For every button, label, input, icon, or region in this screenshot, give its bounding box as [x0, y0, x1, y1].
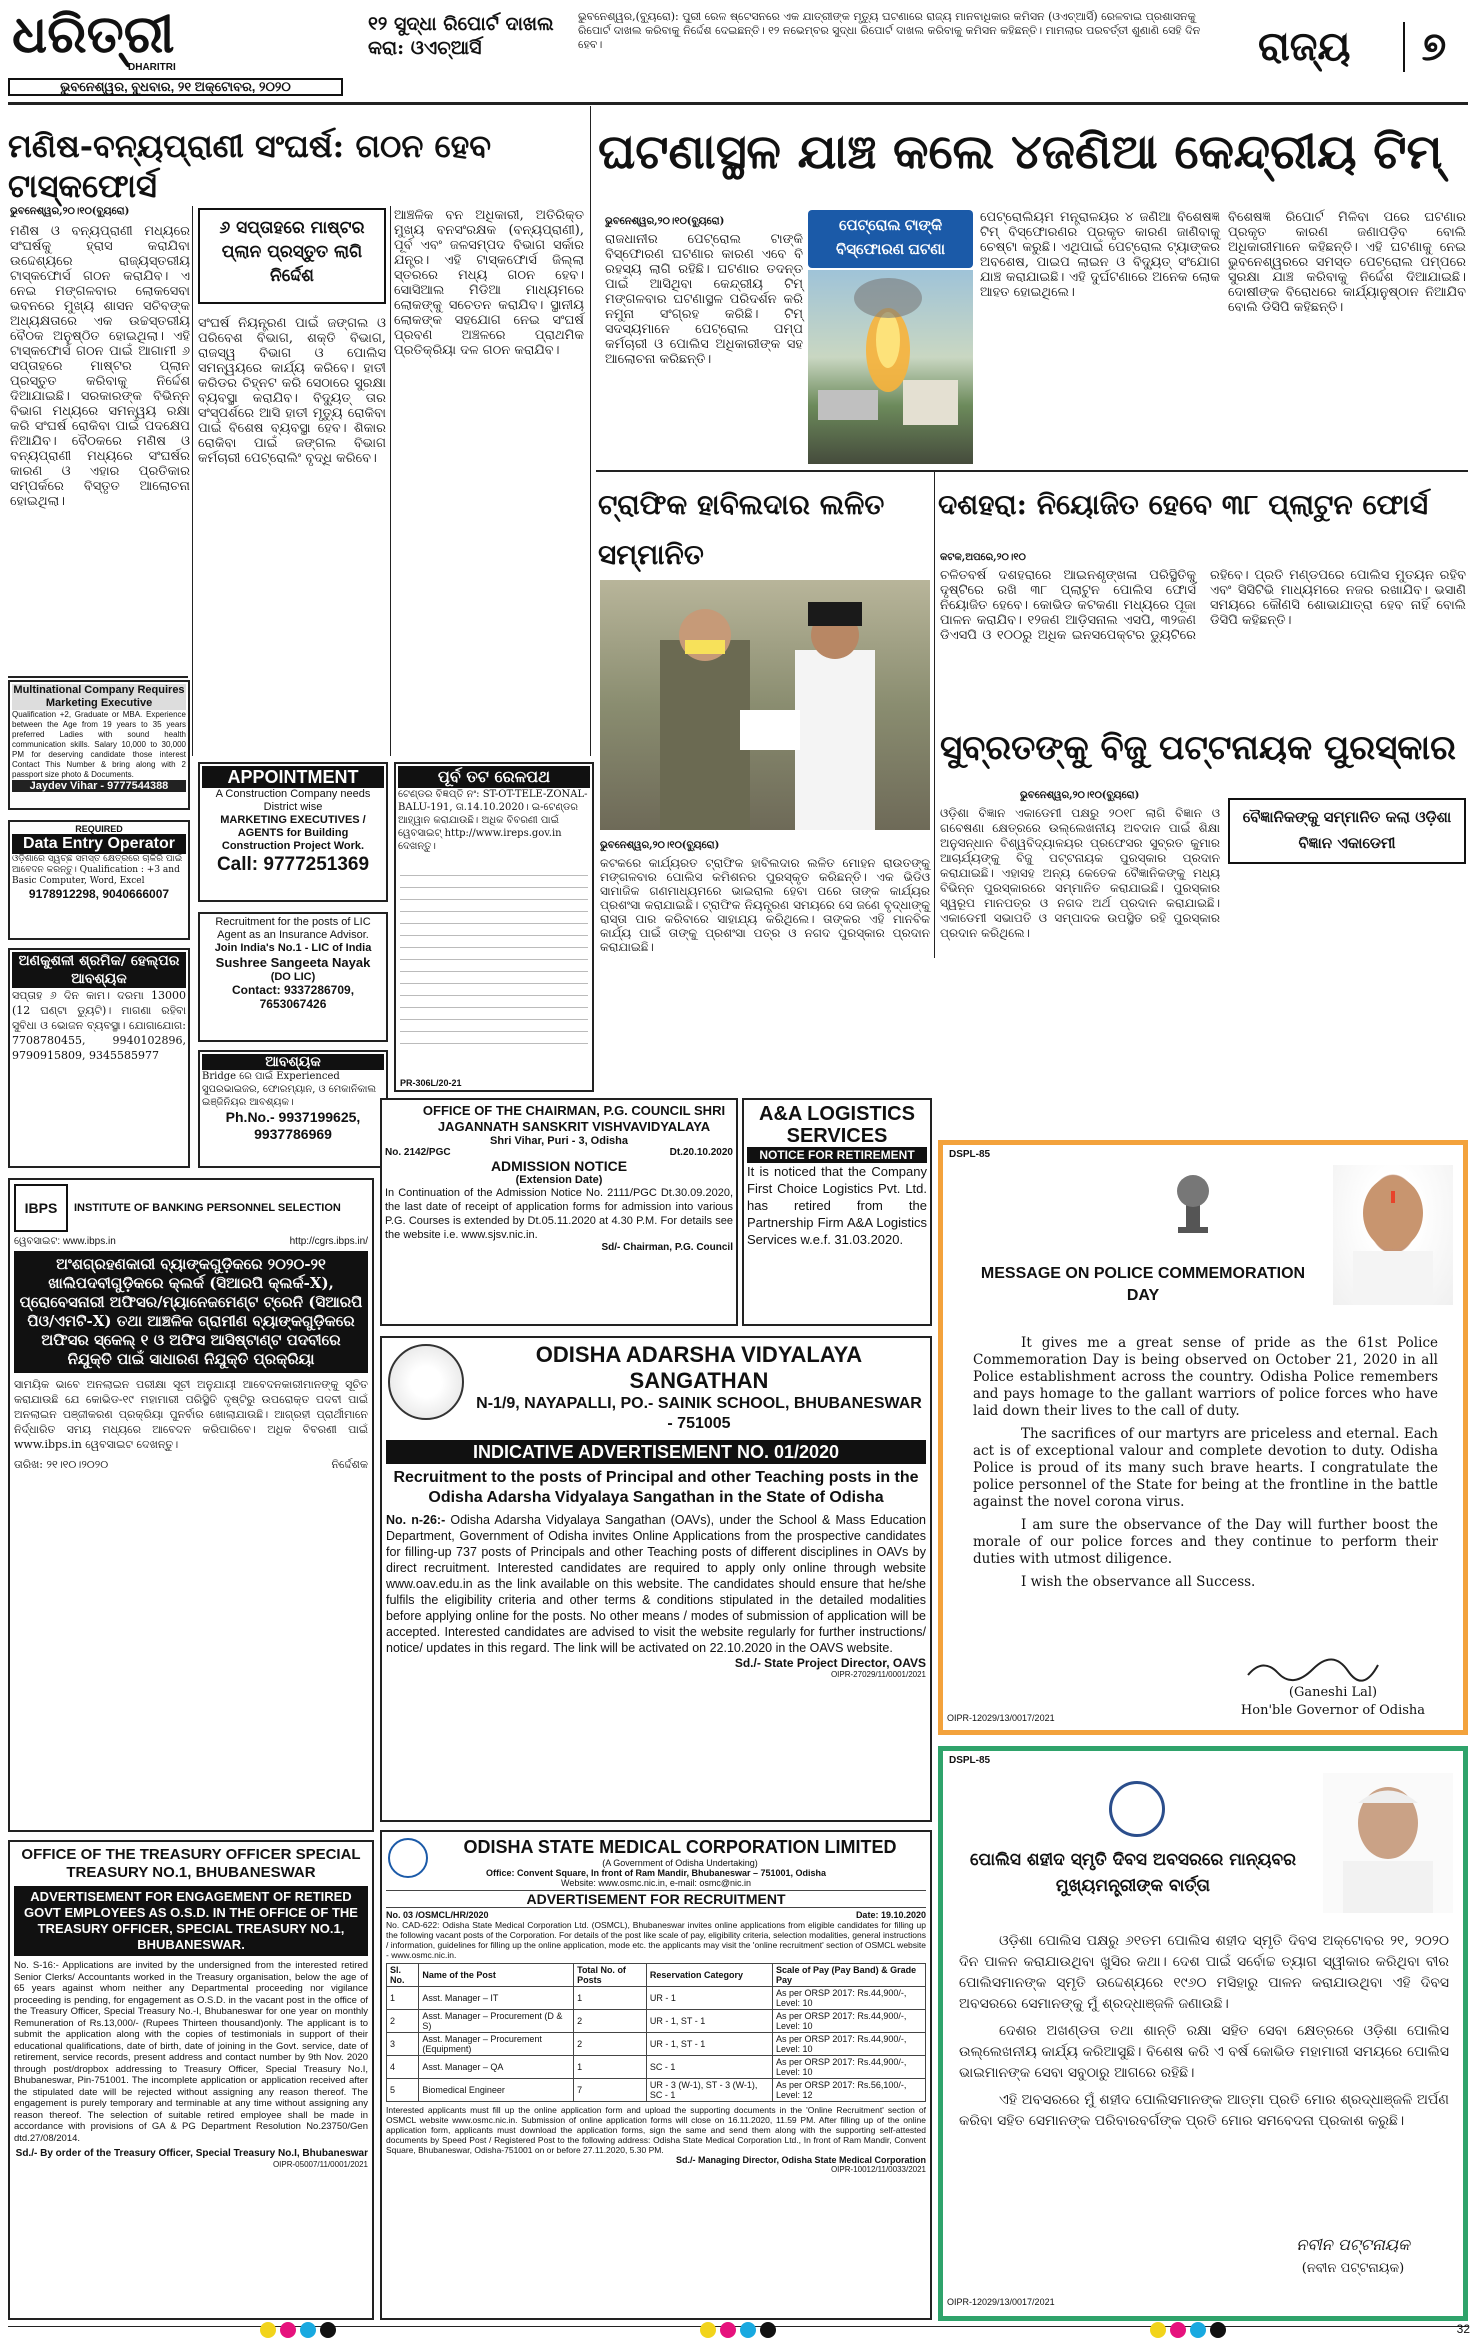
- governor-photo: [1333, 1165, 1453, 1305]
- osmc-code: OIPR-10012/11/0033/2021: [830, 2165, 926, 2174]
- deo-top: REQUIRED: [75, 824, 123, 834]
- aa-text: It is noticed that the Company First Choice Logistics Pvt. Ltd. has retired from the Partnership Firm A&A Logistics Services w.e.f. 31.03.2020.: [747, 1164, 927, 1247]
- section-label: ରାଜ୍ୟ: [1258, 23, 1351, 70]
- treasury-code: OIPR-05007/11/0001/2021: [272, 2160, 368, 2169]
- governor-message: [938, 1140, 1468, 1735]
- table-cell: Biomedical Engineer: [419, 2079, 574, 2102]
- pgc-addr: Shri Vihar, Puri - 3, Odisha: [490, 1135, 628, 1147]
- oavs-ad: [380, 1336, 932, 1822]
- oavs-code: OIPR-27029/11/0001/2021: [830, 1670, 926, 1679]
- odisha-emblem-icon: [1109, 1781, 1165, 1837]
- table-row: [387, 1987, 926, 2010]
- osmc-table-header: Scale of Pay (Pay Band) & Grade Pay: [773, 1964, 926, 1987]
- cm-code: OIPR-12029/13/0017/2021: [947, 2297, 1055, 2307]
- railway-title: ପୂର୍ବ ତଟ ରେଳପଥ: [398, 766, 590, 788]
- main-dateline: ଭୁବନେଶ୍ୱର,୨୦।୧୦(ବ୍ୟୁରୋ): [605, 216, 725, 227]
- table-row: [387, 2010, 926, 2033]
- subrat-callout: [1228, 798, 1466, 864]
- governor-p4: I wish the observance all Success.: [1021, 1574, 1256, 1590]
- logo-sub: DHARITRI: [128, 62, 176, 73]
- table-cell: UR - 1, ST - 1: [646, 2033, 772, 2056]
- traffic-dateline: ଭୁବନେଶ୍ୱର,୨୦।୧୦(ବ୍ୟୁରୋ): [600, 840, 720, 851]
- table-row: [387, 2033, 926, 2056]
- pgc-no: No. 2142/PGC: [385, 1147, 451, 1158]
- ibps-logo: IBPS: [14, 1184, 68, 1232]
- oavs-addr: N-1/9, NAYAPALLI, PO.- SAINIK SCHOOL, BHUBANESWAR - 751005: [476, 1395, 922, 1432]
- subrat-headline: ସୁବ୍ରତଙ୍କୁ ବିଜୁ ପଟ୍ଟନାୟକ ପୁରସ୍କାର: [940, 728, 1456, 768]
- ibps-date: ତାରିଖ: ୨୧।୧୦।୨୦୨୦: [14, 1458, 109, 1471]
- deo-phone: 9178912298, 9040666007: [28, 887, 170, 901]
- osmc-table-header: Reservation Category: [646, 1964, 772, 1987]
- osmc-ad: [380, 1830, 932, 2320]
- treasury-title: OFFICE OF THE TREASURY OFFICER SPECIAL TREASURY NO.1, BHUBANESWAR: [21, 1846, 361, 1881]
- deo-text: ଓଡ଼ିଶାରେ ସ୍ୱଚ୍ଛ ସମସ୍ତ କ୍ଷେତ୍ରରେ ଚାକିରି ପାଇଁ ଆବେଦନ କରନ୍ତୁ। Qualification : +3 and Basic Computer, Word, Excel: [12, 854, 183, 886]
- osmc-addr: Office: Convent Square, In front of Ram Mandir, Bhubaneswar – 751001, Odisha: [485, 1868, 827, 1878]
- lic-ad: [198, 912, 388, 1042]
- osmc-sub: (A Government of Odisha Undertaking): [602, 1858, 758, 1868]
- table-cell: Asst. Manager – Procurement (D & S): [419, 2010, 574, 2033]
- pgc-sub: (Extension Date): [515, 1174, 603, 1186]
- ibps-web[interactable]: ୱେବସାଇଟ: www.ibps.in: [14, 1236, 116, 1247]
- osmc-text: No. CAD-622: Odisha State Medical Corporation Ltd. (OSMCL), Bhubaneswar invites online applications from eligible candidates for filling up the following vacant posts of the Corporation. For details of the post like scale of pay, eligibility criteria, selection modalities, general instructions / information, guidelines for filling up the online application, mode etc. the applicants may visit the 'online recruitment' section of OSMCL website - www.osmc.nic.in.: [386, 1920, 926, 1960]
- main-label-box: [808, 210, 973, 268]
- workers-text: ସପ୍ତାହ ୬ ଦିନ କାମ। ଦରମା 13000 (12 ଘଣ୍ଟା ଡ୍ୟୁଟି)। ମାଗଣା ରହିବା ସୁବିଧା ଓ ଭୋଜନ ବ୍ୟବସ୍ଥା। ଯୋଗାଯୋଗ: 7708780455, 9940102896, 9790915809, 9345585977: [12, 989, 186, 1062]
- oavs-sub: Recruitment to the posts of Principal and other Teaching posts in the Odisha Adarsha Vidyalaya Sangathan in the State of Odisha: [393, 1469, 919, 1506]
- table-cell: 3: [387, 2033, 419, 2056]
- cm-p3: ଏହି ଅବସରରେ ମୁଁ ଶହୀଦ ପୋଲିସମାନଙ୍କ ଆତ୍ମା ପ୍ରତି ମୋର ଶ୍ରଦ୍ଧାଞ୍ଜଳି ଅର୍ପଣ କରିବା ସହିତ ସେମାନଙ୍କ ପରିବାରବର୍ଗଙ୍କ ପ୍ରତି ମୋର ସମବେଦନା ପ୍ରକାଶ କରୁଛି।: [959, 2092, 1449, 2129]
- ibps-title: INSTITUTE OF BANKING PERSONNEL SELECTION: [74, 1201, 341, 1214]
- table-cell: 1: [387, 1987, 419, 2010]
- table-cell: As per ORSP 2017: Rs.44,900/-, Level: 10: [773, 2033, 926, 2056]
- ibps-sign: ନିର୍ଦ୍ଦେଶକ: [331, 1458, 368, 1471]
- governor-role: Hon'ble Governor of Odisha: [1240, 1703, 1426, 1718]
- governor-code: OIPR-12029/13/0017/2021: [947, 1713, 1055, 1723]
- cm-name: (ନବୀନ ପଟ୍ଟନାୟକ): [1301, 2261, 1405, 2276]
- dussehra-dateline: କଟକ,ଅପରେ,୨୦।୧୦: [940, 552, 1026, 563]
- main-label: ପେଟ୍ରୋଲ ଟାଙ୍କି ବିସ୍ଫୋରଣ ଘଟଣା: [835, 217, 945, 258]
- lic-text: Recruitment for the posts of LIC Agent as an Insurance Advisor.: [215, 916, 371, 941]
- oavs-text: Odisha Adarsha Vidyalaya Sangathan (OAVs), under the School & Mass Education Department, Government of Odisha invites Online Applications from the prospective candidates for filling-up 737 posts of Principals and other Teaching posts of different disciplines in OAVs by direct recruitment. Interested candidates are required to apply only online through website www.oav.edu.in as the link available on this website. The candidates should ensure that he/she fulfils the eligibility criteria and other terms & conditions stipulated in the detailed modalities before applying online for the posts. No other means / modes of submission of application will be accepted. Interested candidates are advised to visit the website regularly for further instructions/ notice/ updates in this regard. The link will be activated on 22.10.2020 in the OAVS website.: [386, 1513, 926, 1655]
- left-story-callout: [198, 208, 386, 304]
- oavs-sign: Sd./- State Project Director, OAVS: [734, 1656, 926, 1670]
- pgc-title: OFFICE OF THE CHAIRMAN, P.G. COUNCIL SHRI JAGANNATH SANSKRIT VISHVAVIDYALAYA: [422, 1103, 726, 1134]
- osmc-logo: [388, 1838, 428, 1878]
- governor-name: (Ganeshi Lal): [1288, 1685, 1378, 1700]
- required-title: ଆବଶ୍ୟକ: [202, 1054, 384, 1070]
- table-row: [387, 2056, 926, 2079]
- dateline: ଭୁବନେଶ୍ୱର, ବୁଧବାର, ୨୧ ଅକ୍ଟୋବର, ୨୦୨୦: [8, 78, 343, 96]
- osmc-title: ODISHA STATE MEDICAL CORPORATION LIMITED: [463, 1837, 897, 1857]
- table-cell: As per ORSP 2017: Rs.56,100/-, Level: 12: [773, 2079, 926, 2102]
- table-cell: SC - 1: [646, 2056, 772, 2079]
- dussehra-headline: ଦଶହରା: ନିୟୋଜିତ ହେବେ ୩୮ ପ୍ଲାଟୁନ ଫୋର୍ସ: [938, 488, 1429, 521]
- aa-sub: NOTICE FOR RETIREMENT: [747, 1147, 927, 1163]
- osmc-adv: ADVERTISEMENT FOR RECRUITMENT: [386, 1890, 926, 1908]
- ibps-headline: ଅଂଶଗ୍ରହଣକାରୀ ବ୍ୟାଙ୍କଗୁଡ଼ିକରେ ୨୦୨୦-୨୧ ଖାଲିପଦବୀଗୁଡ଼ିକରେ କ୍ଲର୍କ (ସିଆରପି କ୍ଲର୍କ-X), ପ୍ରୋବେସନାରୀ ଅଫିସର/ମ୍ୟାନେଜମେଣ୍ଟ ଟ୍ରେନି (ସିଆରପି ପିଓ/ଏମଟି-X) ତଥା ଆଞ୍ଚଳିକ ଗ୍ରାମୀଣ ବ୍ୟାଙ୍କଗୁଡ଼ିକରେ ଅଫିସର ସ୍କେଲ୍ ୧ ଓ ଅଫିସ ଆସିଷ୍ଟାଣ୍ଟ ପଦବୀରେ ନିଯୁକ୍ତି ପାଇଁ ସାଧାରଣ ନିଯୁକ୍ତି ପ୍ରକ୍ରିୟା: [14, 1251, 368, 1373]
- lic-name: Sushree Sangeeta Nayak: [215, 955, 371, 970]
- left-story-col1: ମଣିଷ ଓ ବନ୍ୟପ୍ରାଣୀ ମଧ୍ୟରେ ସଂଘର୍ଷକୁ ହ୍ରାସ କରାଯିବା ଉଦ୍ଦେଶ୍ୟରେ ରାଜ୍ୟସ୍ତରୀୟ ଟାସ୍କଫୋର୍ସ ଗଠନ କରାଯିବ। ଏ ନେଇ ମଙ୍ଗଳବାର ଲୋକସେବା ଭବନରେ ମୁଖ୍ୟ ଶାସନ ସଚିବଙ୍କ ଅଧ୍ୟକ୍ଷତାରେ ଏକ ଉଚ୍ଚସ୍ତରୀୟ ବୈଠକ ଅନୁଷ୍ଠିତ ହୋଇଥିଲା। ଏହି ଟାସ୍କଫୋର୍ସ ଗଠନ ପାଇଁ ଆଗାମୀ ୬ ସପ୍ତାହରେ ମାଷ୍ଟର ପ୍ଲାନ ପ୍ରସ୍ତୁତ କରିବାକୁ ନିର୍ଦ୍ଦେଶ ଦିଆଯାଇଛି। ସରକାରଙ୍କ ବିଭିନ୍ନ ବିଭାଗ ମଧ୍ୟରେ ସମନ୍ୱୟ ରକ୍ଷା କରି ସଂଘର୍ଷ ରୋକିବା ପାଇଁ ପଦକ୍ଷେପ ନିଆଯିବ। ବୈଠକରେ ମଣିଷ ଓ ବନ୍ୟପ୍ରାଣୀ ମଧ୍ୟରେ ସଂଘର୍ଷର କାରଣ ଓ ଏହାର ପ୍ରତିକାର ସମ୍ପର୍କରେ ବିସ୍ତୃତ ଆଲୋଚନା ହୋଇଥିଲା।: [10, 224, 190, 509]
- mnc-text: Qualification +2, Graduate or MBA. Experience between the Age from 19 years to 35 years preferred Ladies with sound health communication skills. Salary 10,000 to 30,000 PM for deserving candidate those interest Contact This Number & bring along with 2 passport size photo & Documents.: [12, 710, 186, 779]
- table-cell: Asst. Manager – QA: [419, 2056, 574, 2079]
- cm-title: ପୋଲିସ ଶହୀଦ ସ୍ମୃତି ଦିବସ ଅବସରରେ ମାନ୍ୟବର ମୁଖ୍ୟମନ୍ତ୍ରୀଙ୍କ ବାର୍ତ୍ତା: [969, 1850, 1297, 1896]
- table-cell: As per ORSP 2017: Rs.44,900/-, Level: 10: [773, 1987, 926, 2010]
- emblem-icon: [1168, 1165, 1218, 1235]
- osmc-table: [386, 1963, 926, 2102]
- appointment-text2: MARKETING EXECUTIVES / AGENTS for Building Construction Project Work.: [220, 814, 366, 852]
- treasury-sub: ADVERTISEMENT FOR ENGAGEMENT OF RETIRED GOVT EMPLOYEES AS O.S.D. IN THE OFFICE OF THE TREASURY OFFICER, SPECIAL TREASURY NO.1, BHUBANESWAR.: [14, 1886, 368, 1956]
- masthead: [8, 6, 1468, 98]
- osmc-sign: Sd./- Managing Director, Odisha State Medical Corporation: [675, 2155, 926, 2165]
- governor-tag: DSPL-85: [949, 1149, 991, 1160]
- ibps-grievance[interactable]: http://cgrs.ibps.in/: [289, 1236, 368, 1247]
- left-story-dateline: ଭୁବନେଶ୍ୱର,୨୦।୧୦(ବ୍ୟୁରୋ): [10, 206, 130, 217]
- table-cell: 1: [574, 2056, 647, 2079]
- governor-p1: It gives me a great sense of pride as the 61st Police Commemoration Day is being observed on October 21, 2020 in all Police establishment across the country. Odisha Police remembers and pays homage to the gallant warriors of police forces who have laid down their lives to the call of duty.: [973, 1335, 1438, 1419]
- left-story-col3: ଆଞ୍ଚଳିକ ବନ ଅଧିକାରୀ, ଅତିରିକ୍ତ ମୁଖ୍ୟ ବନସଂରକ୍ଷକ (ବନ୍ୟପ୍ରାଣୀ), ପୂର୍ବ ଏବଂ ଜଳସମ୍ପଦ ବିଭାଗ ସର୍କାର ଯନ୍ତ୍ର। ଏହି ଟାସ୍କଫୋର୍ସ ଜିଲ୍ଲା ସ୍ତରରେ ମଧ୍ୟ ଗଠନ ହେବ। ସୋସିଆଲ ମିଡିଆ ମାଧ୍ୟମରେ ଲୋକଙ୍କୁ ସଚେତନ କରାଯିବ। ସ୍ଥାନୀୟ ଲୋକଙ୍କ ସହଯୋଗ ନେଇ ସଂଘର୍ଷ ପ୍ରବଣ ଅଞ୍ଚଳରେ ପ୍ରାଥମିକ ପ୍ରତିକ୍ରିୟା ଦଳ ଗଠନ କରାଯିବ।: [394, 208, 584, 358]
- traffic-text: କଟକରେ କାର୍ଯ୍ୟରତ ଟ୍ରାଫିକ ହାବିଲଦାର ଲଳିତ ମୋହନ ରାଉତଙ୍କୁ ମଙ୍ଗଳବାର ପୋଲିସ କମିଶନର ପୁରସ୍କୃତ କରିଛନ୍ତି। ଏକ ଭିଡିଓ ସାମାଜିକ ଗଣମାଧ୍ୟମରେ ଭାଇରାଲ ହେବା ପରେ ତାଙ୍କ କାର୍ଯ୍ୟର ପ୍ରଶଂସା କରାଯାଇଛି। ଟ୍ରାଫିକ ନିୟନ୍ତ୍ରଣ ସମୟରେ ସେ ଜଣେ ବୃଦ୍ଧାଙ୍କୁ ରାସ୍ତା ପାର କରିବାରେ ସାହାଯ୍ୟ କରିଥିଲେ। ତାଙ୍କର ଏହି ମାନବିକ କାର୍ଯ୍ୟ ପାଇଁ ତାଙ୍କୁ ପ୍ରଶଂସା ପତ୍ର ଓ ନଗଦ ପୁରସ୍କାର ପ୍ରଦାନ କରାଯାଇଛି।: [600, 856, 930, 954]
- table-cell: 5: [387, 2079, 419, 2102]
- appointment-call: Call: 9777251369: [216, 854, 370, 875]
- oavs-logo: [388, 1344, 464, 1420]
- osmc-table-header: Total No. of Posts: [574, 1964, 647, 1987]
- workers-title: ଅଣକୁଶଳୀ ଶ୍ରମିକ/ ହେଲ୍ପର ଆବଶ୍ୟକ: [12, 952, 186, 988]
- governor-signature: [1243, 1655, 1383, 1683]
- masthead-teaser-title: ୧୨ ସୁଦ୍ଧା ରିପୋର୍ଟ ଦାଖଲ କରା: ଓଏଚ୍ଆର୍ସି: [368, 13, 554, 59]
- left-story-col2: ସଂଘର୍ଷ ନିୟନ୍ତ୍ରଣ ପାଇଁ ଜଙ୍ଗଲ ଓ ପରିବେଶ ବିଭାଗ, ଶକ୍ତି ବିଭାଗ, ରାଜସ୍ୱ ବିଭାଗ ଓ ପୋଲିସ ସମନ୍ୱୟରେ କାର୍ଯ୍ୟ କରିବେ। ହାତୀ କରିଡର ଚିହ୍ନଟ କରି ସେଠାରେ ସୁରକ୍ଷା ବ୍ୟବସ୍ଥା କରାଯିବ। ବିଦ୍ୟୁତ୍ ତାର ସଂସ୍ପର୍ଶରେ ଆସି ହାତୀ ମୃତ୍ୟୁ ରୋକିବା ପାଇଁ ବିଶେଷ ବ୍ୟବସ୍ଥା ହେବ। ଶିକାର ରୋକିବା ପାଇଁ ଜଙ୍ଗଲ ବିଭାଗ କର୍ମଚାରୀ ପେଟ୍ରୋଲିଂ ବୃଦ୍ଧି କରିବେ।: [198, 316, 386, 466]
- logo: [12, 6, 252, 68]
- workers-ad: [8, 948, 190, 1168]
- governor-title: MESSAGE ON POLICE COMMEMORATION DAY: [980, 1265, 1306, 1304]
- footer-registration-marks: [0, 2326, 1476, 2339]
- railway-text: ଟେଣ୍ଡର ବିଜ୍ଞପ୍ତି ନଂ: ST-OT-TELE-ZONAL-BALU-191, ତା.14.10.2020। ଇ-ଟେଣ୍ଡର ଆହ୍ୱାନ କରାଯାଉଛି। ଅଧିକ ବିବରଣୀ ପାଇଁ ୱେବସାଇଟ୍ http://www.ireps.gov.in ଦେଖନ୍ତୁ।: [398, 789, 588, 852]
- pgc-date: Dt.20.10.2020: [669, 1147, 733, 1158]
- appointment-title: APPOINTMENT: [202, 766, 384, 788]
- subrat-text-cont: [1228, 872, 1466, 1132]
- table-cell: UR - 3 (W-1), ST - 3 (W-1), SC - 1: [646, 2079, 772, 2102]
- mnc-footer: Jaydev Vihar - 9777544388: [12, 780, 186, 792]
- ibps-ad: [8, 1178, 374, 1832]
- table-cell: 2: [387, 2010, 419, 2033]
- treasury-text: No. S-16:- Applications are invited by the undersigned from the interested retired Senior Clerks/ Accountants worked in the Treasury organisation, below the age of 65 years against whom neither any Departmental proceeding nor vigilance proceeding is pending, for engagement as O.S.D. in the vacant post in the office of the Treasury Officer, Special Treasury No.-I, Bhubaneswar for one year on monthly Remuneration of Rs.13,000/- (Rupees Thirteen thousand)only. The applicant is to submit the application along with the copies of testimonials in support of their educational qualifications, date of birth, date of joining in the Govt. service, date of retirement, service records, present address and contact number by 9th Nov. 2020 through post/dropbox addressing to Treasury Officer, Special Treasury No.I, Bhubaneswar, Pin-751001. The incomplete application or application received after the stipulated date will be rejected without assigning any reason thereof. The engagement is purely temporary and terminable at any time without assigning any reason thereof. The selection of suitable retired employee shall be made in accordance with provisions of GA & PG Department Resolution No.23750/Gen dtd.27/08/2014.: [14, 1960, 368, 2144]
- mnc-ad: [8, 680, 190, 810]
- cm-p1: ଓଡ଼ିଶା ପୋଲିସ ପକ୍ଷରୁ ୬୧ତମ ପୋଲିସ ଶହୀଦ ସ୍ମୃତି ଦିବସ ଅକ୍ଟୋବର ୨୧, ୨୦୨୦ ଦିନ ପାଳନ କରାଯାଉଥିବା ଖୁସିର କଥା। ଦେଶ ପାଇଁ ସର୍ବୋଚ୍ଚ ତ୍ୟାଗ ସ୍ୱୀକାର କରିଥିବା ବୀର ପୋଲିସମାନଙ୍କ ସ୍ମୃତି ଉଦ୍ଦେଶ୍ୟରେ ୧୯୬୦ ମସିହାରୁ ପାଳନ କରାଯାଉଥିବା ଏହି ଦିବସ ଅବସରରେ ସେମାନଙ୍କୁ ମୁଁ ଶ୍ରଦ୍ଧାଞ୍ଜଳି ଜଣାଉଛି।: [959, 1933, 1449, 2012]
- page-number: ୭: [1403, 22, 1463, 72]
- table-cell: 7: [574, 2079, 647, 2102]
- main-story-col1: ରାଜଧାନୀର ପେଟ୍ରୋଲ ଟାଙ୍କି ବିସ୍ଫୋରଣ ଘଟଣାର କାରଣ ଏବେ ବି ରହସ୍ୟ ଲାଗି ରହିଛି। ଘଟଣାର ତଦନ୍ତ ପାଇଁ ଆସିଥିବା କେନ୍ଦ୍ରୀୟ ଟିମ୍ ମଙ୍ଗଳବାର ଘଟଣାସ୍ଥଳ ପରିଦର୍ଶନ କରି ନମୁନା ସଂଗ୍ରହ କରିଛି। ଟିମ୍ ସଦସ୍ୟମାନେ ପେଟ୍ରୋଲ ପମ୍ପ କର୍ମଚାରୀ ଓ ପୋଲିସ ଅଧିକାରୀଙ୍କ ସହ ଆଲୋଚନା କରିଛନ୍ତି।: [605, 232, 803, 367]
- aa-title: A&A LOGISTICS SERVICES: [759, 1103, 915, 1147]
- table-cell: 2: [574, 2010, 647, 2033]
- footer-page-number: 32: [1456, 2322, 1470, 2336]
- lic-role: (DO LIC): [270, 971, 316, 983]
- lic-text2: Join India's No.1 - LIC of India: [214, 942, 372, 954]
- cm-photo: [1323, 1773, 1453, 1913]
- logo-text: ଧରିତ୍ରୀ: [12, 4, 175, 65]
- cm-tag: DSPL-85: [949, 1755, 991, 1766]
- oavs-no: No. n-26:-: [386, 1513, 446, 1527]
- treasury-ad: [8, 1840, 374, 2320]
- appointment-ad: [198, 762, 388, 902]
- table-cell: Asst. Manager – Procurement (Equipment): [419, 2033, 574, 2056]
- pgc-text: In Continuation of the Admission Notice No. 2111/PGC Dt.30.09.2020, the last date of receipt of application forms for admission into various P.G. Courses is extended by Dt.05.11.2020 at 4.30 P.M. For details see the website i.e. www.sjsv.nic.in.: [385, 1187, 733, 1241]
- required-phone: Ph.No.- 9937199625, 9937786969: [225, 1109, 361, 1142]
- deo-title: Data Entry Operator: [12, 834, 186, 854]
- oavs-adv: INDICATIVE ADVERTISEMENT NO. 01/2020: [386, 1440, 926, 1464]
- appointment-text1: A Construction Company needs District wise: [215, 788, 371, 813]
- table-row: [387, 2079, 926, 2102]
- table-cell: 4: [387, 2056, 419, 2079]
- dussehra-text: ଚଳିତବର୍ଷ ଦଶହରାରେ ଆଇନଶୃଙ୍ଖଳା ପରିସ୍ଥିତିକୁ ଦୃଷ୍ଟିରେ ରଖି ୩୮ ପ୍ଲାଟୁନ ପୋଲିସ ଫୋର୍ସ ନିୟୋଜିତ ହେବେ। କୋଭିଡ କଟକଣା ମଧ୍ୟରେ ପୂଜା ପାଳନ କରାଯିବ। ୧୨ଜଣ ଆଡ଼ିସନାଲ ଏସପି, ୩୨ଜଣ ଡିଏସପି ଓ ୧୦୦ରୁ ଅଧିକ ଇନସପେକ୍ଟର ଡ୍ୟୁଟିରେ ରହିବେ। ପ୍ରତି ମଣ୍ଡପରେ ପୋଲିସ ମୁତୟନ ରହିବ ଏବଂ ସିସିଟିଭି ମାଧ୍ୟମରେ ନଜର ରଖାଯିବ। ଭସାଣି ସମୟରେ କୌଣସି ଶୋଭାଯାତ୍ରା ହେବ ନାହିଁ ବୋଲି ଡିସିପି କହିଛନ୍ତି।: [940, 568, 1466, 643]
- governor-p3: I am sure the observance of the Day will further boost the morale of our police forces and they continue to perform their duties with utmost diligence.: [973, 1517, 1438, 1567]
- aa-logistics-ad: [742, 1098, 932, 1326]
- cm-message: [938, 1746, 1468, 2321]
- table-cell: UR - 1: [646, 1987, 772, 2010]
- ibps-text: ସାମୟିକ ଭାବେ ଅନଲାଇନ ପରୀକ୍ଷା ସୂଚୀ ଅନୁଯାୟୀ ଆବେଦନକାରୀମାନଙ୍କୁ ସୂଚିତ କରାଯାଉଛି ଯେ କୋଭିଡ-୧୯ ମହାମାରୀ ପରିସ୍ଥିତି ଦୃଷ୍ଟିରୁ ଉପରୋକ୍ତ ପଦବୀ ପାଇଁ ଅନଲାଇନ ପଞ୍ଜୀକରଣ ପ୍ରକ୍ରିୟା ପୁନର୍ବାର ଖୋଲାଯାଉଛି। ଆଗ୍ରହୀ ପ୍ରାର୍ଥୀମାନେ ନିର୍ଦ୍ଧାରିତ ସମୟ ମଧ୍ୟରେ ଆବେଦନ କରିପାରିବେ। ଅଧିକ ବିବରଣୀ ପାଇଁ www.ibps.in ୱେବସାଇଟ ଦେଖନ୍ତୁ।: [14, 1378, 368, 1451]
- railway-code: PR-306L/20-21: [400, 1078, 462, 1088]
- governor-p2: The sacrifices of our martyrs are priceless and eternal. Each act is of exceptional valour and complete devotion to duty. Odisha Police is proud of its many such brave hearts. I congratulate the police personnel of the State for being at the frontline in the battle against the novel corona virus.: [973, 1426, 1438, 1510]
- osmc-web: Website: www.osmc.nic.in, e-mail: osmc@nic.in: [560, 1878, 752, 1888]
- table-cell: UR - 1, ST - 1: [646, 2010, 772, 2033]
- table-cell: 2: [574, 2033, 647, 2056]
- subrat-dateline: ଭୁବନେଶ୍ୱର,୨୦।୧୦(ବ୍ୟୁରୋ): [1020, 790, 1140, 801]
- treasury-sign: Sd./- By order of the Treasury Officer, Special Treasury No.I, Bhubaneswar: [15, 2148, 368, 2159]
- subrat-callout-text: ବୈଜ୍ଞାନିକଙ୍କୁ ସମ୍ମାନିତ କଲା ଓଡ଼ିଶା ବିଜ୍ଞାନ ଏକାଡେମୀ: [1242, 808, 1452, 852]
- table-cell: Asst. Manager – IT: [419, 1987, 574, 2010]
- osmc-table-header: Name of the Post: [419, 1964, 574, 1987]
- traffic-award-photo: [600, 580, 930, 830]
- table-cell: 1: [574, 1987, 647, 2010]
- osmc-no: No. 03 /OSMCL/HR/2020: [386, 1910, 489, 1920]
- railway-table-lines: [400, 864, 588, 1054]
- cm-p2: ଦେଶର ଅଖଣ୍ଡତା ତଥା ଶାନ୍ତି ରକ୍ଷା ସହିତ ସେବା କ୍ଷେତ୍ରରେ ଓଡ଼ିଶା ପୋଲିସ ଉଲ୍ଲେଖନୀୟ କାର୍ଯ୍ୟ କରିଆସୁଛି। ବିଶେଷ କରି ଏ ବର୍ଷ କୋଭିଡ ମହାମାରୀ ସମୟରେ ପୋଲିସ ଭାଇମାନଙ୍କ ସେବା ସବୁଠାରୁ ଆଗରେ ରହିଛି।: [959, 2023, 1449, 2081]
- railway-ad: [394, 762, 594, 1092]
- osmc-table-header: Sl. No.: [387, 1964, 419, 1987]
- main-story-col3: ବିଶେଷଜ୍ଞ ରିପୋର୍ଟ ମିଳିବା ପରେ ଘଟଣାର ପ୍ରକୃତ କାରଣ ଜଣାପଡ଼ିବ ବୋଲି ଅଧିକାରୀମାନେ କହିଛନ୍ତି। ଏହି ଘଟଣାକୁ ନେଇ ଭୁବନେଶ୍ୱରରେ ସମସ୍ତ ପେଟ୍ରୋଲ ପମ୍ପରେ ସୁରକ୍ଷା ଯାଞ୍ଚ କରିବାକୁ ନିର୍ଦ୍ଦେଶ ଦିଆଯାଇଛି। ଦୋଷୀଙ୍କ ବିରୋଧରେ କାର୍ଯ୍ୟାନୁଷ୍ଠାନ ନିଆଯିବ ବୋଲି ଡିସିପି କହିଛନ୍ତି।: [1228, 210, 1466, 315]
- deo-ad: [8, 820, 190, 940]
- table-cell: As per ORSP 2017: Rs.44,900/-, Level: 10: [773, 2010, 926, 2033]
- table-cell: As per ORSP 2017: Rs.44,900/-, Level: 10: [773, 2056, 926, 2079]
- osmc-text2: Interested applicants must fill up the online application form and upload the supporting documents in the 'Online Recruitment' section of OSMCL website www.osmc.nic.in. Submission of online application forms will close on 16.11.2020, 11.59 PM. After filling up of the online application form, applicants must download the application forms, sign the same and send them along with the supporting self-attested documents by Speed Post / Registered Post to the following address: Odisha State Medical Corporation Ltd., In front of Ram Mandir, Convent Square, Bhubaneswar, Odisha-751001 on or before 27.11.2020, 5.30 PM.: [386, 2105, 926, 2155]
- required-ad: [198, 1050, 388, 1168]
- lic-contact: Contact: 9337286709, 7653067426: [231, 983, 355, 1011]
- main-story-col2: ପେଟ୍ରୋଲିୟମ ମନ୍ତ୍ରାଳୟର ୪ ଜଣିଆ ବିଶେଷଜ୍ଞ ଟିମ୍ ବିସ୍ଫୋରଣର ପ୍ରକୃତ କାରଣ ଜାଣିବାକୁ ଚେଷ୍ଟା କରୁଛି। ଏଥିପାଇଁ ପେଟ୍ରୋଲ ଟ୍ୟାଙ୍କର ଅବଶେଷ, ପାଇପ ଲାଇନ ଓ ବିଦ୍ୟୁତ୍ ସଂଯୋଗ ଯାଞ୍ଚ କରାଯାଇଛି। ଏହି ଦୁର୍ଘଟଣାରେ ଅନେକ ଲୋକ ଆହତ ହୋଇଥିଲେ।: [980, 210, 1220, 300]
- required-text: Bridge ରେ ପାଇଁ Experienced ସୁପରଭାଇଜର, ଫୋରମ୍ୟାନ, ଓ ମେକାନିକାଲ ଇଞ୍ଜିନିୟର ଆବଶ୍ୟକ।: [202, 1071, 377, 1108]
- osmc-date: Date: 19.10.2020: [855, 1910, 926, 1920]
- petrol-fire-photo: [808, 270, 973, 464]
- pgc-sign: Sd/- Chairman, P.G. Council: [601, 1242, 733, 1253]
- pgc-ad: [380, 1098, 738, 1326]
- cm-signature: ନବୀନ ପଟ୍ଟନାୟକ: [1296, 2235, 1410, 2254]
- subrat-text: ଓଡ଼ିଶା ବିଜ୍ଞାନ ଏକାଡେମୀ ପକ୍ଷରୁ ୨୦୧୮ ଲାଗି ବିଜ୍ଞାନ ଓ ଗବେଷଣା କ୍ଷେତ୍ରରେ ଉଲ୍ଲେଖନୀୟ ଅବଦାନ ପାଇଁ ଶିକ୍ଷା ଅନୁସନ୍ଧାନ ବିଶ୍ୱବିଦ୍ୟାଳୟର ପ୍ରଫେସର ସୁବ୍ରତ କୁମାର ଆଚାର୍ଯ୍ୟଙ୍କୁ ବିଜୁ ପଟ୍ଟନାୟକ ପୁରସ୍କାର ପ୍ରଦାନ କରାଯାଇଛି। ଏହାସହ ଅନ୍ୟ କେତେକ ବୈଜ୍ଞାନିକଙ୍କୁ ମଧ୍ୟ ବିଭିନ୍ନ ପୁରସ୍କାରରେ ସମ୍ମାନିତ କରାଯାଇଛି। ପୁରସ୍କାର ସ୍ୱରୂପ ମାନପତ୍ର ଓ ନଗଦ ଅର୍ଥ ପ୍ରଦାନ କରାଯାଇଛି। ଏକାଡେମୀ ସଭାପତି ଓ ସମ୍ପାଦକ ଉପସ୍ଥିତ ରହି ପୁରସ୍କାର ପ୍ରଦାନ କରିଥିଲେ।: [940, 806, 1220, 940]
- oavs-title: ODISHA ADARSHA VIDYALAYA SANGATHAN: [535, 1342, 863, 1393]
- callout-text: ୬ ସପ୍ତାହରେ ମାଷ୍ଟର ପ୍ଲାନ ପ୍ରସ୍ତୁତ ଲାଗି ନିର୍ଦ୍ଦେଶ: [219, 218, 365, 286]
- traffic-headline: ଟ୍ରାଫିକ ହାବିଲଦାର ଲଳିତ ସମ୍ମାନିତ: [598, 488, 885, 571]
- masthead-teaser-text: ଭୁବନେଶ୍ୱର,(ବ୍ୟୁରୋ): ପୁରୀ ରେଳ ଷ୍ଟେସନରେ ଏକ ଯାତ୍ରୀଙ୍କ ମୃତ୍ୟୁ ଘଟଣାରେ ରାଜ୍ୟ ମାନବାଧିକାର କମିସନ (ଓଏଚ୍ଆର୍ସି) ରେଳବାଇ ପ୍ରଶାସନକୁ ରିପୋର୍ଟ ଦାଖଲ କରିବାକୁ ନିର୍ଦ୍ଦେଶ ଦେଇଛନ୍ତି। ୧୨ ନଭେମ୍ବର ସୁଦ୍ଧା ରିପୋର୍ଟ ଦାଖଲ କରିବାକୁ କମିସନ କହିଛନ୍ତି। ମାମଲାର ପରବର୍ତ୍ତୀ ଶୁଣାଣି ସେହି ଦିନ ହେବ।: [578, 10, 1201, 51]
- main-headline: ଘଟଣାସ୍ଥଳ ଯାଞ୍ଚ କଲେ ୪ଜଣିଆ କେନ୍ଦ୍ରୀୟ ଟିମ୍: [598, 124, 1443, 180]
- mnc-title: Multinational Company Requires Marketing Executive: [13, 684, 185, 709]
- pgc-notice: ADMISSION NOTICE: [490, 1158, 628, 1174]
- left-headline: ମଣିଷ-ବନ୍ୟପ୍ରାଣୀ ସଂଘର୍ଷ: ଗଠନ ହେବ ଟାସ୍କଫୋର୍ସ: [8, 127, 492, 205]
